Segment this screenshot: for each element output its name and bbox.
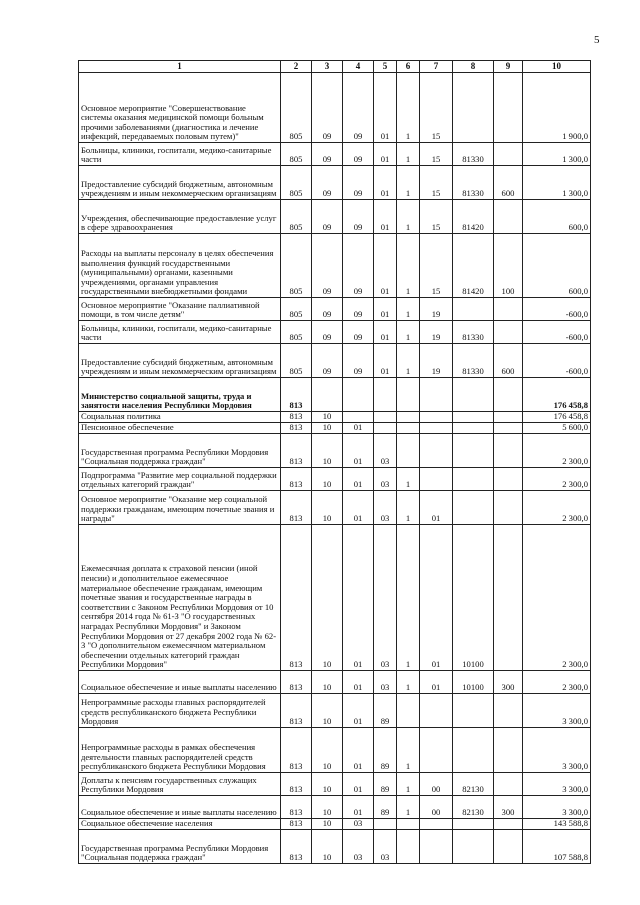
subprogram-code-cell: 1 (397, 321, 420, 344)
expense-name-cell: Ежемесячная доплата к страховой пенсии (иной пенсии) и дополнительное ежемесячное материальное обеспечение гражданам, имеющим почетные звания и государственные награды в соответствии с Законом Республики Мордовия от 10 сентября 2014 года № 61-З "О государственных наградах Республики Мордовия" и Законом Республики Мордовия от 27 декабря 2002 года № 62-З "О дополнительном ежемесячном материальном обеспечении отдельных категорий граждан Республики Мордовия" (79, 525, 281, 671)
activity-code-cell: 00 (420, 796, 453, 819)
expense-type-code-cell: 600 (494, 166, 523, 200)
direction-code-cell: 81330 (453, 166, 494, 200)
subsection-code-cell: 01 (343, 694, 374, 728)
program-code-cell: 03 (374, 671, 397, 694)
table-row (79, 468, 591, 491)
subprogram-code-cell: 1 (397, 143, 420, 166)
direction-code-cell (453, 468, 494, 491)
direction-code-cell: 82130 (453, 796, 494, 819)
section-code-cell: 09 (312, 344, 343, 378)
section-code-cell: 10 (312, 525, 343, 671)
section-code-cell: 10 (312, 671, 343, 694)
direction-code-cell: 82130 (453, 773, 494, 796)
subsection-code-cell: 03 (343, 830, 374, 864)
amount-cell: 3 300,0 (523, 773, 591, 796)
subsection-code-cell: 01 (343, 671, 374, 694)
amount-cell: 1 900,0 (523, 73, 591, 143)
table-row (79, 728, 591, 773)
expense-type-code-cell: 300 (494, 671, 523, 694)
ministry-code-cell: 813 (281, 728, 312, 773)
activity-code-cell: 15 (420, 166, 453, 200)
program-code-cell: 89 (374, 796, 397, 819)
expense-type-code-cell (494, 694, 523, 728)
subprogram-code-cell: 1 (397, 234, 420, 298)
table-row (79, 423, 591, 434)
page-number: 5 (594, 34, 600, 46)
section-code-cell: 10 (312, 468, 343, 491)
expense-name-cell: Больницы, клиники, госпитали, медико-санитарные части (79, 143, 281, 166)
ministry-code-cell: 805 (281, 321, 312, 344)
section-code-cell: 09 (312, 200, 343, 234)
program-code-cell: 01 (374, 321, 397, 344)
subsection-code-cell: 01 (343, 525, 374, 671)
ministry-code-cell: 805 (281, 200, 312, 234)
direction-code-cell: 10100 (453, 525, 494, 671)
program-code-cell: 01 (374, 73, 397, 143)
section-code-cell: 10 (312, 694, 343, 728)
ministry-code-cell: 813 (281, 378, 312, 412)
program-code-cell: 01 (374, 298, 397, 321)
table-row (79, 143, 591, 166)
subprogram-code-cell: 1 (397, 73, 420, 143)
ministry-code-cell: 813 (281, 819, 312, 830)
subprogram-code-cell: 1 (397, 671, 420, 694)
subsection-code-cell: 03 (343, 819, 374, 830)
table-row (79, 166, 591, 200)
ministry-code-cell: 813 (281, 525, 312, 671)
expense-name-cell: Основное мероприятие "Совершенствование системы оказания медицинской помощи больным прочими заболеваниями (диагностика и лечение инфекций, передаваемых половым путем)" (79, 73, 281, 143)
expense-type-code-cell: 100 (494, 234, 523, 298)
table-row (79, 819, 591, 830)
expense-type-code-cell: 300 (494, 796, 523, 819)
subprogram-code-cell: 1 (397, 796, 420, 819)
table-row (79, 200, 591, 234)
column-header-4: 4 (343, 61, 374, 73)
ministry-code-cell: 805 (281, 298, 312, 321)
table-row (79, 234, 591, 298)
ministry-code-cell: 813 (281, 796, 312, 819)
activity-code-cell: 15 (420, 73, 453, 143)
expense-name-cell: Учреждения, обеспечивающие предоставление услуг в сфере здравоохранения (79, 200, 281, 234)
section-code-cell: 09 (312, 73, 343, 143)
table-header-row (79, 61, 591, 73)
subsection-code-cell: 01 (343, 796, 374, 819)
table-body (79, 73, 591, 864)
program-code-cell: 03 (374, 468, 397, 491)
expense-type-code-cell (494, 412, 523, 423)
ministry-code-cell: 813 (281, 423, 312, 434)
activity-code-cell: 01 (420, 525, 453, 671)
subprogram-code-cell (397, 423, 420, 434)
activity-code-cell: 00 (420, 773, 453, 796)
program-code-cell: 03 (374, 434, 397, 468)
ministry-code-cell: 805 (281, 73, 312, 143)
column-header-1: 1 (79, 61, 281, 73)
subprogram-code-cell (397, 830, 420, 864)
section-code-cell: 10 (312, 796, 343, 819)
direction-code-cell (453, 694, 494, 728)
activity-code-cell (420, 423, 453, 434)
activity-code-cell (420, 412, 453, 423)
column-header-9: 9 (494, 61, 523, 73)
ministry-code-cell: 805 (281, 143, 312, 166)
column-header-6: 6 (397, 61, 420, 73)
expense-type-code-cell (494, 830, 523, 864)
activity-code-cell (420, 694, 453, 728)
table-row (79, 671, 591, 694)
amount-cell: 3 300,0 (523, 728, 591, 773)
subsection-code-cell (343, 412, 374, 423)
direction-code-cell (453, 378, 494, 412)
table-row (79, 694, 591, 728)
program-code-cell: 03 (374, 525, 397, 671)
subsection-code-cell: 09 (343, 321, 374, 344)
direction-code-cell (453, 830, 494, 864)
table-row (79, 491, 591, 525)
direction-code-cell: 81420 (453, 200, 494, 234)
direction-code-cell (453, 434, 494, 468)
section-code-cell (312, 378, 343, 412)
direction-code-cell (453, 298, 494, 321)
table-row (79, 525, 591, 671)
expense-name-cell: Государственная программа Республики Мордовия "Социальная поддержка граждан" (79, 830, 281, 864)
program-code-cell (374, 412, 397, 423)
expense-name-cell: Основное мероприятие "Оказание паллиативной помощи, в том числе детям" (79, 298, 281, 321)
amount-cell: 143 588,8 (523, 819, 591, 830)
table-row (79, 378, 591, 412)
table-row (79, 830, 591, 864)
expense-name-cell: Непрограммные расходы в рамках обеспечения деятельности главных распорядителей средств республиканского бюджета Республики Мордовия (79, 728, 281, 773)
section-code-cell: 09 (312, 321, 343, 344)
expense-type-code-cell (494, 321, 523, 344)
section-code-cell: 09 (312, 143, 343, 166)
subprogram-code-cell: 1 (397, 728, 420, 773)
subprogram-code-cell (397, 378, 420, 412)
expense-type-code-cell (494, 143, 523, 166)
activity-code-cell (420, 434, 453, 468)
subprogram-code-cell: 1 (397, 298, 420, 321)
table-row (79, 412, 591, 423)
amount-cell: 176 458,8 (523, 412, 591, 423)
subsection-code-cell: 09 (343, 73, 374, 143)
program-code-cell: 01 (374, 200, 397, 234)
direction-code-cell (453, 491, 494, 525)
expense-name-cell: Доплаты к пенсиям государственных служащих Республики Мордовия (79, 773, 281, 796)
subsection-code-cell: 01 (343, 773, 374, 796)
direction-code-cell (453, 73, 494, 143)
expense-type-code-cell (494, 468, 523, 491)
program-code-cell: 03 (374, 491, 397, 525)
amount-cell: -600,0 (523, 344, 591, 378)
column-header-10: 10 (523, 61, 591, 73)
ministry-code-cell: 805 (281, 344, 312, 378)
activity-code-cell (420, 819, 453, 830)
expense-type-code-cell (494, 200, 523, 234)
table-row (79, 344, 591, 378)
expense-name-cell: Пенсионное обеспечение (79, 423, 281, 434)
expense-name-cell: Расходы на выплаты персоналу в целях обеспечения выполнения функций государственными (муниципальными) органами, казенными учреждениями, органами управления государственными внебюджетными фондами (79, 234, 281, 298)
column-header-7: 7 (420, 61, 453, 73)
subprogram-code-cell: 1 (397, 344, 420, 378)
subprogram-code-cell (397, 412, 420, 423)
table-row (79, 796, 591, 819)
activity-code-cell: 01 (420, 491, 453, 525)
section-code-cell: 09 (312, 166, 343, 200)
amount-cell: 3 300,0 (523, 694, 591, 728)
subsection-code-cell: 09 (343, 298, 374, 321)
activity-code-cell: 19 (420, 298, 453, 321)
subprogram-code-cell: 1 (397, 468, 420, 491)
expense-name-cell: Социальное обеспечение и иные выплаты населению (79, 671, 281, 694)
amount-cell: 5 600,0 (523, 423, 591, 434)
ministry-code-cell: 813 (281, 468, 312, 491)
section-code-cell: 10 (312, 830, 343, 864)
direction-code-cell: 81420 (453, 234, 494, 298)
table-row (79, 773, 591, 796)
program-code-cell (374, 819, 397, 830)
subsection-code-cell (343, 378, 374, 412)
expense-name-cell: Министерство социальной защиты, труда и занятости населения Республики Мордовия (79, 378, 281, 412)
expense-type-code-cell (494, 73, 523, 143)
program-code-cell: 01 (374, 234, 397, 298)
program-code-cell (374, 423, 397, 434)
ministry-code-cell: 813 (281, 434, 312, 468)
table-row (79, 298, 591, 321)
activity-code-cell: 15 (420, 234, 453, 298)
subsection-code-cell: 09 (343, 200, 374, 234)
ministry-code-cell: 813 (281, 773, 312, 796)
expense-type-code-cell (494, 819, 523, 830)
amount-cell: 2 300,0 (523, 671, 591, 694)
subprogram-code-cell (397, 819, 420, 830)
amount-cell: 3 300,0 (523, 796, 591, 819)
direction-code-cell (453, 412, 494, 423)
table-row (79, 73, 591, 143)
subsection-code-cell: 09 (343, 344, 374, 378)
subprogram-code-cell: 1 (397, 773, 420, 796)
amount-cell: -600,0 (523, 298, 591, 321)
subprogram-code-cell: 1 (397, 525, 420, 671)
ministry-code-cell: 813 (281, 694, 312, 728)
program-code-cell: 03 (374, 830, 397, 864)
ministry-code-cell: 813 (281, 412, 312, 423)
subprogram-code-cell: 1 (397, 200, 420, 234)
subprogram-code-cell: 1 (397, 491, 420, 525)
budget-table (78, 60, 591, 864)
section-code-cell: 09 (312, 298, 343, 321)
program-code-cell: 01 (374, 143, 397, 166)
expense-type-code-cell (494, 773, 523, 796)
subsection-code-cell: 01 (343, 423, 374, 434)
subsection-code-cell: 09 (343, 166, 374, 200)
activity-code-cell: 19 (420, 344, 453, 378)
direction-code-cell: 81330 (453, 321, 494, 344)
activity-code-cell: 15 (420, 143, 453, 166)
amount-cell: 107 588,8 (523, 830, 591, 864)
direction-code-cell (453, 423, 494, 434)
expense-type-code-cell (494, 434, 523, 468)
program-code-cell: 01 (374, 344, 397, 378)
column-header-3: 3 (312, 61, 343, 73)
ministry-code-cell: 813 (281, 830, 312, 864)
section-code-cell: 10 (312, 773, 343, 796)
expense-type-code-cell (494, 423, 523, 434)
activity-code-cell: 01 (420, 671, 453, 694)
expense-name-cell: Непрограммные расходы главных распорядителей средств республиканского бюджета Республики Мордовия (79, 694, 281, 728)
direction-code-cell (453, 728, 494, 773)
amount-cell: 2 300,0 (523, 525, 591, 671)
activity-code-cell (420, 378, 453, 412)
expense-name-cell: Социальное обеспечение и иные выплаты населению (79, 796, 281, 819)
activity-code-cell (420, 830, 453, 864)
program-code-cell: 01 (374, 166, 397, 200)
column-header-2: 2 (281, 61, 312, 73)
section-code-cell: 10 (312, 728, 343, 773)
ministry-code-cell: 805 (281, 234, 312, 298)
program-code-cell (374, 378, 397, 412)
expense-name-cell: Подпрограмма "Развитие мер социальной поддержки отдельных категорий граждан" (79, 468, 281, 491)
program-code-cell: 89 (374, 773, 397, 796)
expense-name-cell: Предоставление субсидий бюджетным, автономным учреждениям и иным некоммерческим организациям (79, 166, 281, 200)
direction-code-cell: 81330 (453, 344, 494, 378)
amount-cell: 600,0 (523, 234, 591, 298)
table-row (79, 434, 591, 468)
ministry-code-cell: 813 (281, 491, 312, 525)
subprogram-code-cell (397, 694, 420, 728)
subsection-code-cell: 01 (343, 728, 374, 773)
program-code-cell: 89 (374, 694, 397, 728)
amount-cell: 1 300,0 (523, 143, 591, 166)
table-row (79, 321, 591, 344)
subsection-code-cell: 01 (343, 491, 374, 525)
amount-cell: 2 300,0 (523, 468, 591, 491)
section-code-cell: 10 (312, 412, 343, 423)
amount-cell: 176 458,8 (523, 378, 591, 412)
expense-type-code-cell (494, 378, 523, 412)
expense-type-code-cell (494, 525, 523, 671)
expense-type-code-cell: 600 (494, 344, 523, 378)
subsection-code-cell: 01 (343, 468, 374, 491)
amount-cell: 2 300,0 (523, 434, 591, 468)
activity-code-cell: 19 (420, 321, 453, 344)
expense-name-cell: Больницы, клиники, госпитали, медико-санитарные части (79, 321, 281, 344)
activity-code-cell (420, 468, 453, 491)
section-code-cell: 10 (312, 819, 343, 830)
expense-name-cell: Государственная программа Республики Мордовия "Социальная поддержка граждан" (79, 434, 281, 468)
program-code-cell: 89 (374, 728, 397, 773)
direction-code-cell (453, 819, 494, 830)
expense-type-code-cell (494, 298, 523, 321)
expense-type-code-cell (494, 491, 523, 525)
section-code-cell: 10 (312, 434, 343, 468)
direction-code-cell: 10100 (453, 671, 494, 694)
subprogram-code-cell (397, 434, 420, 468)
column-header-5: 5 (374, 61, 397, 73)
ministry-code-cell: 813 (281, 671, 312, 694)
column-header-8: 8 (453, 61, 494, 73)
subsection-code-cell: 09 (343, 234, 374, 298)
ministry-code-cell: 805 (281, 166, 312, 200)
expense-name-cell: Социальная политика (79, 412, 281, 423)
expense-type-code-cell (494, 728, 523, 773)
activity-code-cell (420, 728, 453, 773)
expense-name-cell: Предоставление субсидий бюджетным, автономным учреждениям и иным некоммерческим организациям (79, 344, 281, 378)
amount-cell: 2 300,0 (523, 491, 591, 525)
direction-code-cell: 81330 (453, 143, 494, 166)
subsection-code-cell: 01 (343, 434, 374, 468)
subsection-code-cell: 09 (343, 143, 374, 166)
amount-cell: -600,0 (523, 321, 591, 344)
amount-cell: 1 300,0 (523, 166, 591, 200)
section-code-cell: 09 (312, 234, 343, 298)
expense-name-cell: Социальное обеспечение населения (79, 819, 281, 830)
subprogram-code-cell: 1 (397, 166, 420, 200)
expense-name-cell: Основное мероприятие "Оказание мер социальной поддержки гражданам, имеющим почетные звания и награды" (79, 491, 281, 525)
section-code-cell: 10 (312, 491, 343, 525)
section-code-cell: 10 (312, 423, 343, 434)
amount-cell: 600,0 (523, 200, 591, 234)
activity-code-cell: 15 (420, 200, 453, 234)
